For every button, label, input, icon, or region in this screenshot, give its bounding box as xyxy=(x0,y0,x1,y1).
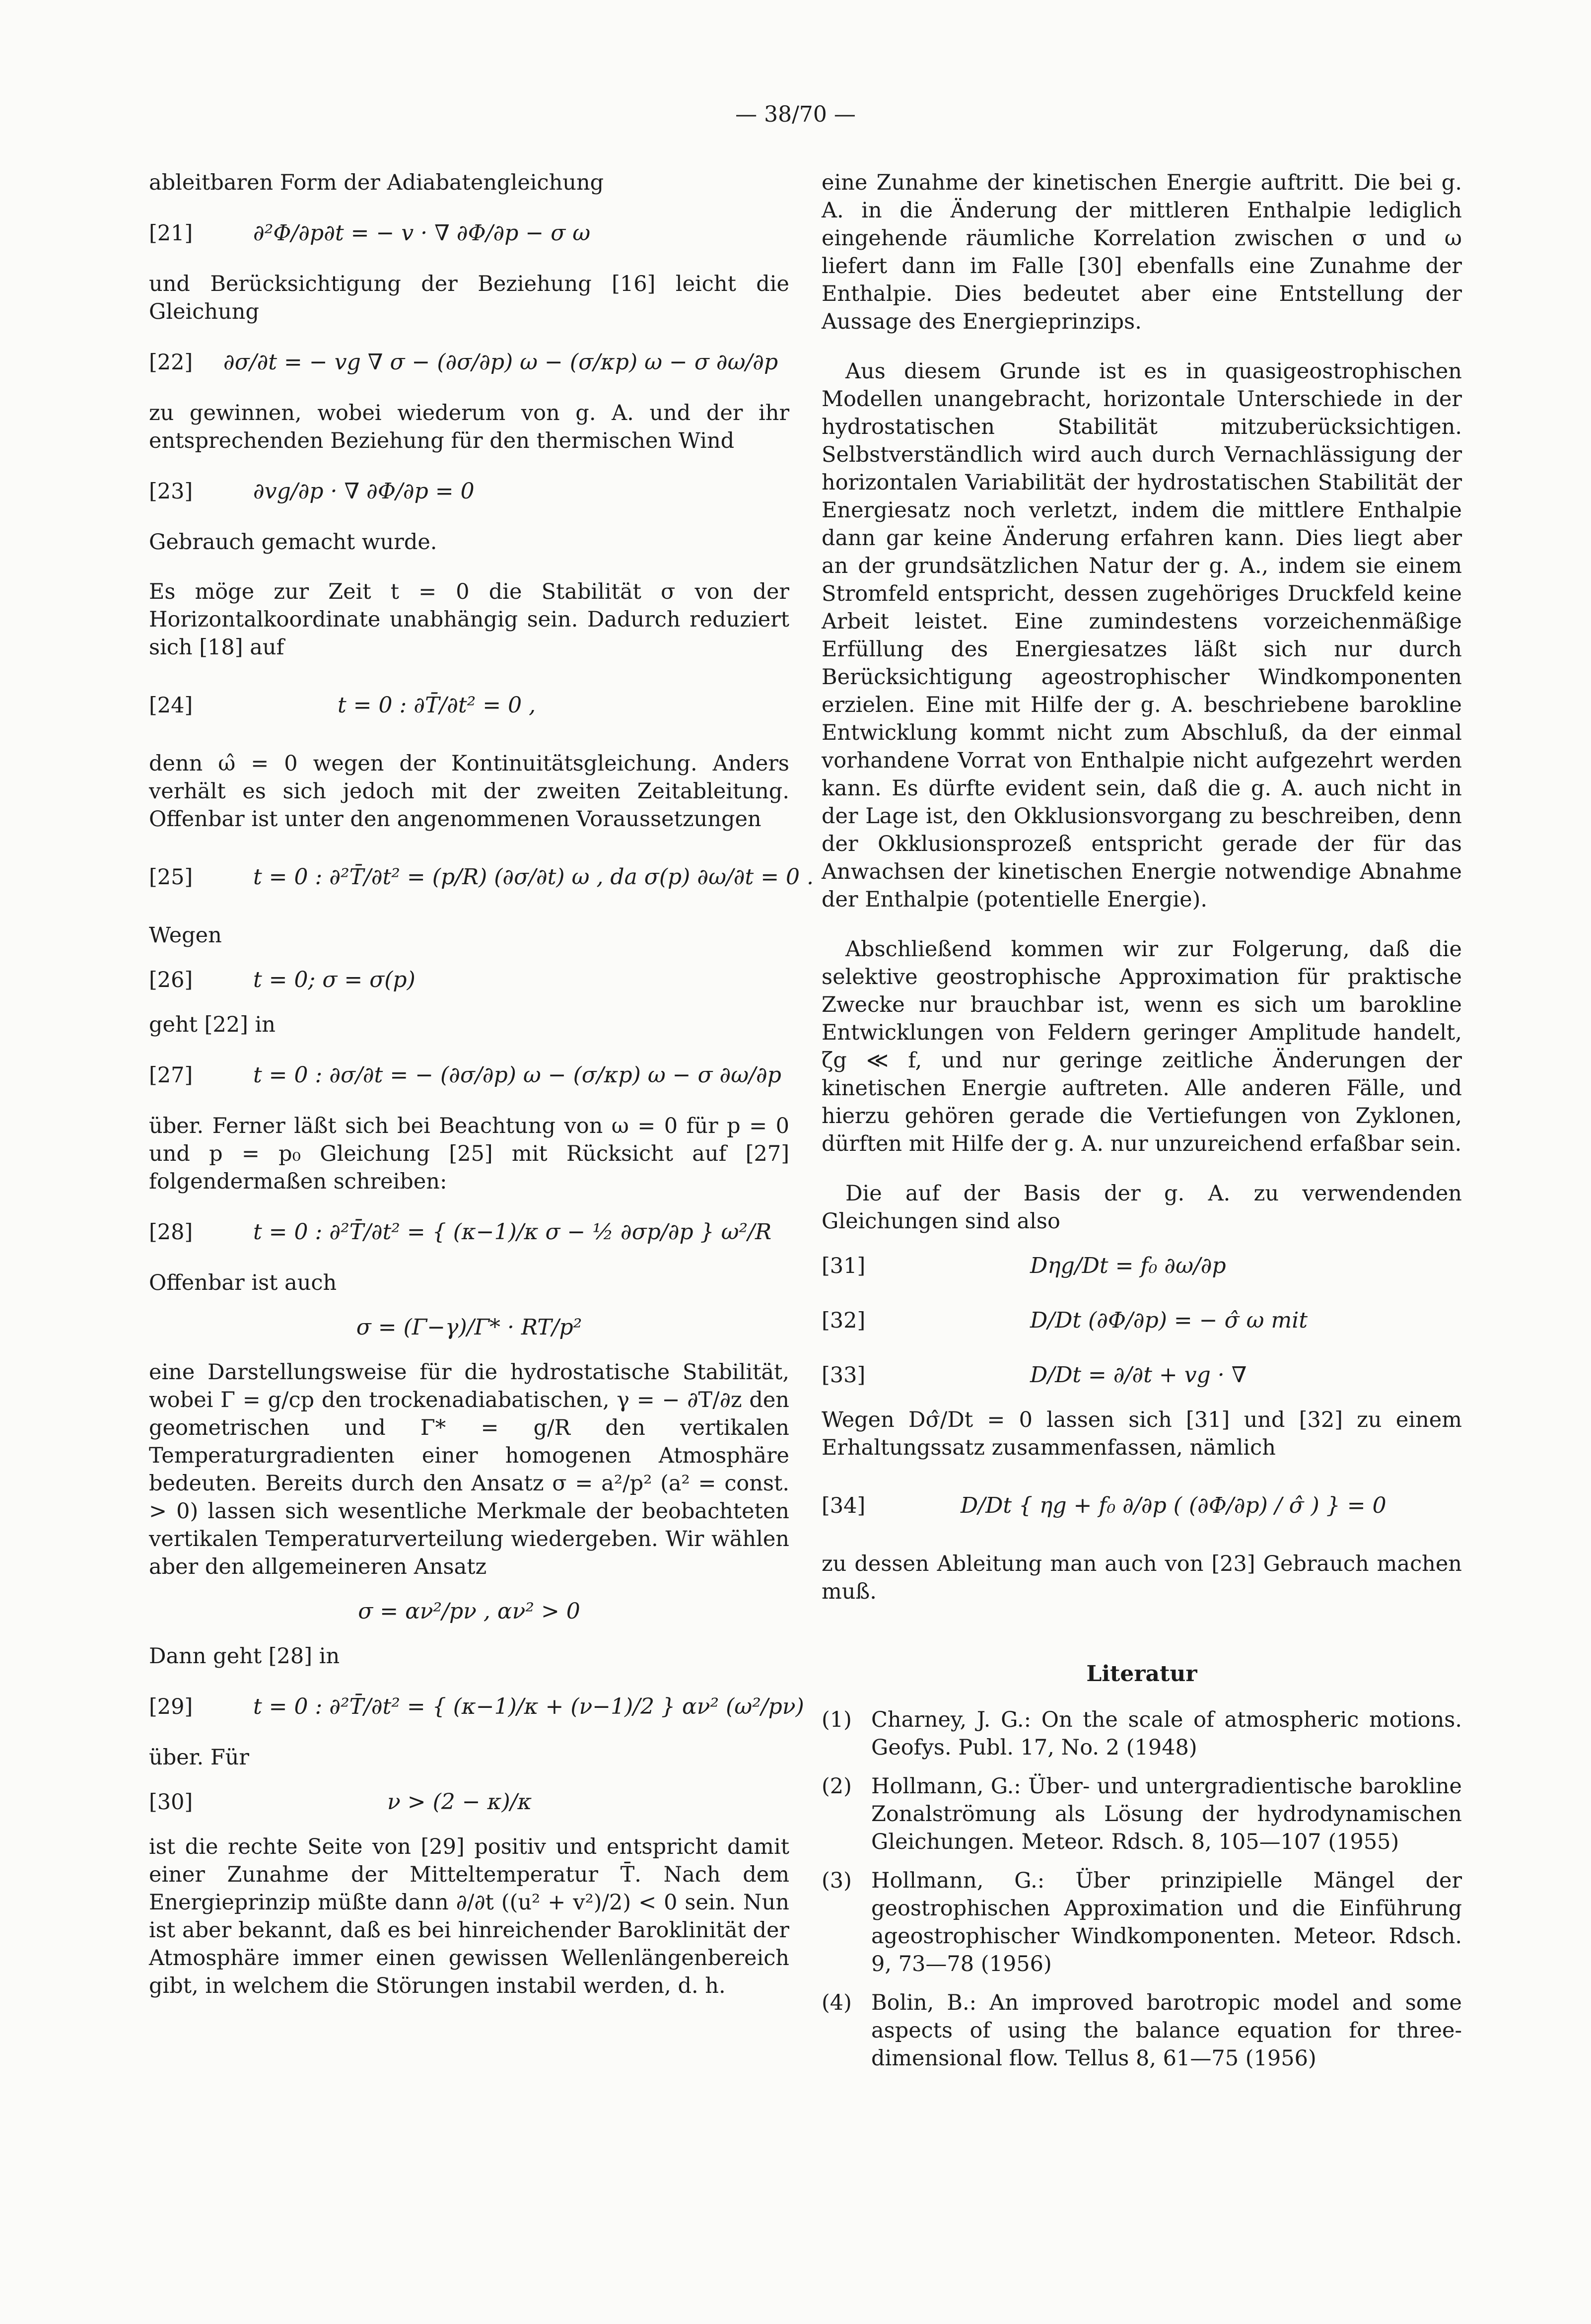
paragraph: eine Zunahme der kinetischen Energie auftritt. Die bei g. A. in die Änderung der mittleren Enthalpie lediglich eingehende räumliche Korrelation zwischen σ und ω liefert dann im Falle [30] ebenfalls eine Zunahme der Enthalpie. Dies bedeutet aber eine Entstellung der Aussage des Energieprinzips. xyxy=(822,170,1462,334)
equation-body: D/Dt = ∂/∂t + vg · ∇ xyxy=(1030,1362,1247,1388)
equation-body: σ = αν²/pν , αν² > 0 xyxy=(358,1599,580,1624)
equation-number: [25] xyxy=(149,865,193,890)
equation-body: D/Dt { ηg + f₀ ∂/∂p ( (∂Φ/∂p) / σ̂ ) } = 0 xyxy=(961,1493,1386,1518)
paragraph: geht [22] in xyxy=(149,1012,276,1037)
equation-31 xyxy=(822,1242,1462,1290)
equation-22 xyxy=(149,333,789,392)
equation-body: ∂²Φ/∂p∂t = − v · ∇ ∂Φ/∂p − σ ω xyxy=(253,220,591,246)
equation-number: [23] xyxy=(149,479,193,504)
equation-sigma-ansatz xyxy=(149,1588,789,1635)
paragraph: ableitbaren Form der Adiabatengleichung xyxy=(149,170,604,195)
reference-item xyxy=(822,1772,1462,1856)
equation-number: [33] xyxy=(822,1363,866,1388)
literature-heading: Literatur xyxy=(1086,1661,1197,1687)
reference-number: (2) xyxy=(822,1774,852,1799)
equation-number: [26] xyxy=(149,968,193,992)
reference-list xyxy=(822,1706,1462,2072)
reference-item xyxy=(822,1989,1462,2072)
equation-number: [22] xyxy=(149,350,193,375)
equation-29 xyxy=(149,1677,804,1737)
paragraph: zu gewinnen, wobei wiederum von g. A. und der ihr entsprechenden Beziehung für den thermischen Wind xyxy=(149,401,789,453)
paragraph: eine Darstellungsweise für die hydrostatische Stabilität, wobei Γ = g/cp den trockenadiabatischen, γ = − ∂T/∂z den geometrischen und Γ* = g/R den vertikalen Temperaturgradienten einer homogenen Atmosphäre bedeuten. Bereits durch den Ansatz σ = a²/p² (a² = const. > 0) lassen sich wesentliche Merkmale der beobachteten vertikalen Temperaturverteilung wiedergeben. Wir wählen aber den allgemeineren Ansatz xyxy=(149,1360,789,1579)
equation-number: [27] xyxy=(149,1063,193,1088)
equation-sigma-definition xyxy=(149,1304,789,1351)
paragraph: über. Für xyxy=(149,1745,249,1770)
equation-body: D/Dt (∂Φ/∂p) = − σ̂ ω mit xyxy=(1030,1308,1308,1333)
equation-30 xyxy=(149,1778,789,1826)
equation-33 xyxy=(822,1351,1462,1399)
reference-number: (1) xyxy=(822,1707,852,1732)
reference-text: Bolin, B.: An improved barotropic model and some aspects of using the balance equation for three-dimensional flow. Tellus 8, 61—75 (1956) xyxy=(871,1990,1462,2071)
equation-34 xyxy=(822,1469,1462,1543)
equation-number: [21] xyxy=(149,221,193,246)
equation-28 xyxy=(149,1202,789,1262)
equation-body: t = 0 : ∂²T̄/∂t² = { (κ−1)/κ + (ν−1)/2 } αν² (ω²/pν) xyxy=(253,1694,804,1719)
left-column xyxy=(149,169,814,2000)
reference-text: Hollmann, G.: Über prinzipielle Mängel der geostrophischen Approximation und die Einführung ageostrophischer Windkomponenten. Meteor. Rdsch. 9, 73—78 (1956) xyxy=(871,1868,1462,1976)
equation-26 xyxy=(149,956,789,1004)
equation-body: Dηg/Dt = f₀ ∂ω/∂p xyxy=(1030,1253,1226,1278)
equation-body: t = 0 : ∂σ/∂t = − (∂σ/∂p) ω − (σ/κp) ω − σ ∂ω/∂p xyxy=(253,1062,781,1088)
equation-number: [31] xyxy=(822,1254,866,1278)
equation-body: σ = (Γ−γ)/Γ* · RT/p² xyxy=(356,1315,582,1340)
paragraph: und Berücksichtigung der Beziehung [16] leicht die Gleichung xyxy=(149,272,789,324)
equation-number: [30] xyxy=(149,1790,193,1815)
equation-body: ∂vg/∂p · ∇ ∂Φ/∂p = 0 xyxy=(253,479,475,504)
reference-number: (3) xyxy=(822,1868,852,1893)
reference-number: (4) xyxy=(822,1990,852,2015)
equation-body: t = 0 : ∂²T̄/∂t² = { (κ−1)/κ σ − ½ ∂σp/∂p } ω²/R xyxy=(253,1219,772,1245)
paragraph: Aus diesem Grunde ist es in quasigeostrophischen Modellen unangebracht, horizontale Unterschiede in der hydrostatischen Stabilität mitzuberücksichtigen. Selbstverständlich wird auch durch Vernachlässigung der horizontalen Variabilität der hydrostatischen Stabilität der Energiesatz noch verletzt, indem die mittlere Enthalpie dann gar keine Änderung erfahren kann. Dies liegt aber an der grundsätzlichen Natur der g. A., indem sie einem Stromfeld entspricht, dessen zugehöriges Druckfeld keine Arbeit leistet. Eine zumindestens vorzeichenmäßige Erfüllung des Energiesatzes läßt sich nur durch Berücksichtigung ageostrophischer Windkomponenten erzielen. Eine mit Hilfe der g. A. beschriebene barokline Entwicklung kommt nicht zum Abschluß, da der einmal vorhandene Vorrat von Enthalpie nicht aufgezehrt werden kann. Es dürfte evident sein, daß die g. A. auch nicht in der Lage ist, den Okklusionsvorgang zu beschreiben, denn der Okklusionsprozeß entspricht gerade der für das Anwachsen der kinetischen Energie notwendige Abnahme der Enthalpie (potentielle Energie). xyxy=(822,359,1462,912)
paragraph: denn ω̂ = 0 wegen der Kontinuitätsgleichung. Anders verhält es sich jedoch mit der zweiten Zeitableitung. Offenbar ist unter den angenommenen Voraussetzungen xyxy=(149,751,789,832)
equation-24 xyxy=(149,668,789,743)
equation-21 xyxy=(149,204,789,263)
equation-32 xyxy=(822,1297,1462,1344)
reference-text: Charney, J. G.: On the scale of atmospheric motions. Geofys. Publ. 17, No. 2 (1948) xyxy=(871,1707,1462,1760)
equation-number: [24] xyxy=(149,693,193,718)
equation-number: [29] xyxy=(149,1694,193,1719)
equation-23 xyxy=(149,462,789,521)
equation-number: [34] xyxy=(822,1493,866,1518)
paragraph: Gebrauch gemacht wurde. xyxy=(149,530,437,555)
paragraph: zu dessen Ableitung man auch von [23] Gebrauch machen muß. xyxy=(822,1551,1462,1604)
right-column xyxy=(822,169,1462,2083)
page-number: — 38/70 — xyxy=(735,102,856,127)
equation-body: ∂σ/∂t = − vg ∇ σ − (∂σ/∂p) ω − (σ/κp) ω − σ ∂ω/∂p xyxy=(223,350,778,375)
paragraph: Dann geht [28] in xyxy=(149,1644,340,1669)
equation-number: [28] xyxy=(149,1220,193,1245)
paragraph: Abschließend kommen wir zur Folgerung, daß die selektive geostrophische Approximation für praktische Zwecke nur brauchbar ist, wenn es sich um barokline Entwicklungen von Feldern geringer Amplitude handelt, ζg ≪ f, und nur geringe zeitliche Änderungen der kinetischen Energie auftreten. Alle anderen Fälle, und hierzu gehören gerade die Vertiefungen von Zyklonen, dürften mit Hilfe der g. A. nur unzureichend erfaßbar sein. xyxy=(822,937,1462,1156)
paragraph: Wegen Dσ̂/Dt = 0 lassen sich [31] und [32] zu einem Erhaltungssatz zusammenfassen, nämlich xyxy=(822,1408,1462,1460)
equation-body: t = 0 : ∂²T̄/∂t² = (p/R) (∂σ/∂t) ω , da σ(p) ∂ω/∂t = 0 . xyxy=(253,864,814,890)
reference-item xyxy=(822,1706,1462,1761)
paragraph: ist die rechte Seite von [29] positiv und entspricht damit einer Zunahme der Mitteltemperatur T̄. Nach dem Energieprinzip müßte dann ∂/∂t ((u² + v²)/2) < 0 sein. Nun ist aber bekannt, daß es bei hinreichender Baroklinität der Atmosphäre immer einen gewissen Wellenlängenbereich gibt, in welchem die Störungen instabil werden, d. h. xyxy=(149,1834,789,1998)
equation-number: [32] xyxy=(822,1308,866,1333)
paragraph: über. Ferner läßt sich bei Beachtung von ω = 0 für p = 0 und p = p₀ Gleichung [25] mit Rücksicht auf [27] folgendermaßen schreiben: xyxy=(149,1114,789,1194)
paragraph: Wegen xyxy=(149,923,222,948)
paragraph: Die auf der Basis der g. A. zu verwendenden Gleichungen sind also xyxy=(822,1181,1462,1234)
paragraph: Es möge zur Zeit t = 0 die Stabilität σ von der Horizontalkoordinate unabhängig sein. Dadurch reduziert sich [18] auf xyxy=(149,579,789,660)
equation-27 xyxy=(149,1046,789,1105)
equation-body: t = 0 : ∂T̄/∂t² = 0 , xyxy=(338,693,536,718)
reference-item xyxy=(822,1867,1462,1978)
paragraph: Offenbar ist auch xyxy=(149,1270,337,1295)
reference-text: Hollmann, G.: Über- und untergradientische barokline Zonalströmung als Lösung der hydrodynamischen Gleichungen. Meteor. Rdsch. 8, 105—107 (1955) xyxy=(871,1774,1462,1854)
equation-25 xyxy=(149,840,814,915)
equation-body: ν > (2 − κ)/κ xyxy=(387,1789,532,1815)
equation-body: t = 0; σ = σ(p) xyxy=(253,967,415,992)
